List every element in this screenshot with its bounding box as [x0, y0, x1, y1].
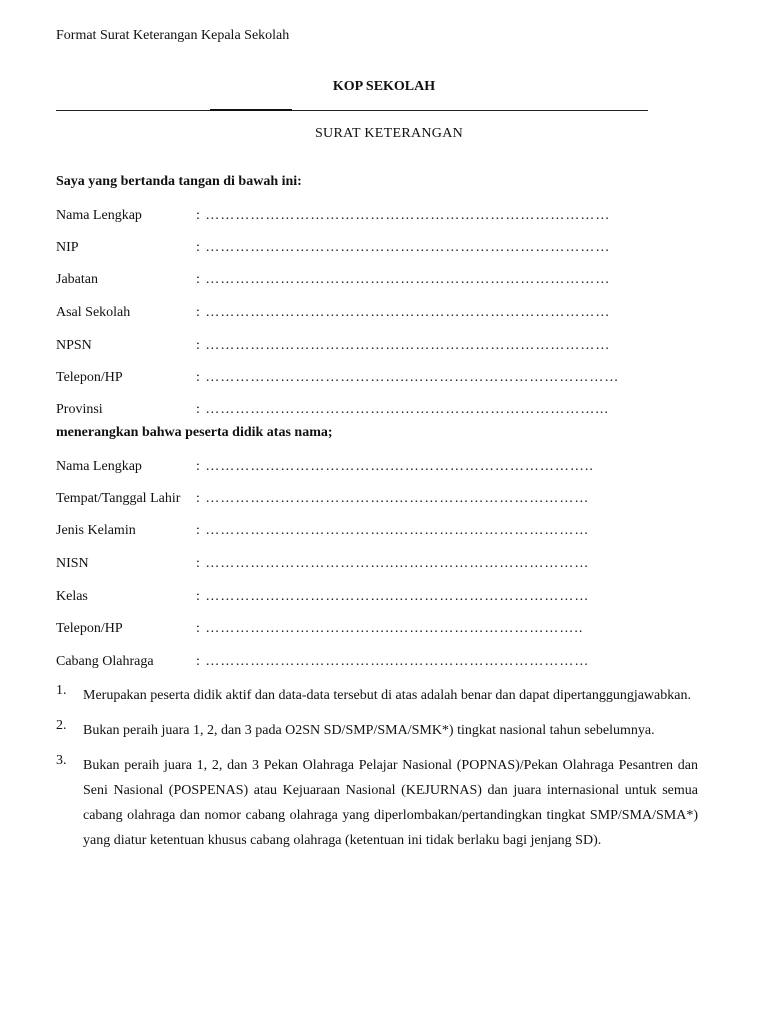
- field-label: Asal Sekolah: [56, 305, 131, 320]
- field-label: Tempat/Tanggal Lahir: [56, 491, 181, 506]
- list-item-text: Bukan peraih juara 1, 2, dan 3 pada O2SN SD/SMP/SMA/SMK*) tingkat nasional tahun sebelumnya.: [83, 723, 655, 738]
- field-value: : ………………………………..…………………………………: [196, 654, 590, 669]
- field-label: Telepon/HP: [56, 621, 123, 636]
- list-item: [56, 683, 698, 708]
- field-value: : ………………………………..…………………………………: [196, 523, 590, 538]
- field-value: : ………………………………………………………………………: [196, 272, 611, 287]
- list-item-number: 2.: [56, 718, 67, 733]
- signer-field-province: [56, 402, 609, 418]
- letterhead-divider: [56, 110, 648, 111]
- student-field-phone: [56, 621, 583, 637]
- statement-text: menerangkan bahwa peserta didik atas nama;: [56, 425, 333, 440]
- field-value: : ………………………………………………………………………: [196, 305, 611, 320]
- document-title: SURAT KETERANGAN: [314, 126, 464, 141]
- field-label: Jabatan: [56, 272, 98, 287]
- field-label: Provinsi: [56, 402, 103, 417]
- list-item-text: Merupakan peserta didik aktif dan data-data tersebut di atas adalah benar dan dapat dipertanggungjawabkan.: [83, 688, 691, 703]
- school-letterhead: KOP SEKOLAH: [332, 79, 436, 94]
- student-field-gender: [56, 523, 589, 539]
- field-value: : ……………………………….…………………………………..: [196, 459, 594, 474]
- signer-field-nip: [56, 240, 610, 256]
- field-label: Telepon/HP: [56, 370, 123, 385]
- statement-list: [56, 683, 698, 863]
- field-label: Nama Lengkap: [56, 208, 142, 223]
- field-label: Jenis Kelamin: [56, 523, 136, 538]
- signer-field-phone: [56, 370, 619, 386]
- signer-field-npsn: [56, 338, 610, 354]
- field-value: : ………………………………..………………………………..: [196, 621, 584, 636]
- intro-text: Saya yang bertanda tangan di bawah ini:: [56, 174, 302, 189]
- letterhead-divider-accent: [210, 109, 292, 111]
- field-value: : …………………………………..……………………………………: [196, 370, 620, 385]
- signer-field-name: [56, 208, 610, 224]
- field-label: Nama Lengkap: [56, 459, 142, 474]
- field-value: : ………………………………………………………………………: [196, 338, 611, 353]
- field-value: : ………………………………..…………………………………: [196, 491, 590, 506]
- field-value: : ………………………………………………………………………: [196, 208, 611, 223]
- signer-field-school: [56, 305, 610, 321]
- field-value: : ………………………………..…………………………………: [196, 589, 590, 604]
- signer-field-position: [56, 272, 610, 288]
- field-value: : ………………………………………………………………………: [196, 240, 611, 255]
- list-item: [56, 753, 698, 853]
- field-label: NIP: [56, 240, 79, 255]
- field-label: NPSN: [56, 338, 92, 353]
- student-field-birth: [56, 491, 589, 507]
- student-field-name: [56, 459, 594, 475]
- header-note: Format Surat Keterangan Kepala Sekolah: [56, 28, 290, 43]
- field-value: : ………………………………..…………………………………: [196, 556, 590, 571]
- field-label: NISN: [56, 556, 89, 571]
- field-value: : ……………………………………………………………………...: [196, 402, 609, 417]
- field-label: Kelas: [56, 589, 88, 604]
- student-field-sport: [56, 654, 589, 670]
- list-item-number: 1.: [56, 683, 67, 698]
- student-field-class: [56, 589, 589, 605]
- list-item-number: 3.: [56, 753, 67, 768]
- student-field-nisn: [56, 556, 589, 572]
- field-label: Cabang Olahraga: [56, 654, 154, 669]
- list-item: [56, 718, 698, 743]
- list-item-text: Bukan peraih juara 1, 2, dan 3 Pekan Olahraga Pelajar Nasional (POPNAS)/Pekan Olahraga Pesantren dan Seni Nasional (POSPENAS) atau Kejuaraan Nasional (KEJURNAS) dan juara internasional untuk semua cabang olahraga dan nomor cabang olahraga yang diperlombakan/pertandingkan tingkat SMP/SMA/SMA*) yang diatur ketentuan khusus cabang olahraga (ketentuan ini tidak berlaku bagi jenjang SD).: [83, 758, 698, 848]
